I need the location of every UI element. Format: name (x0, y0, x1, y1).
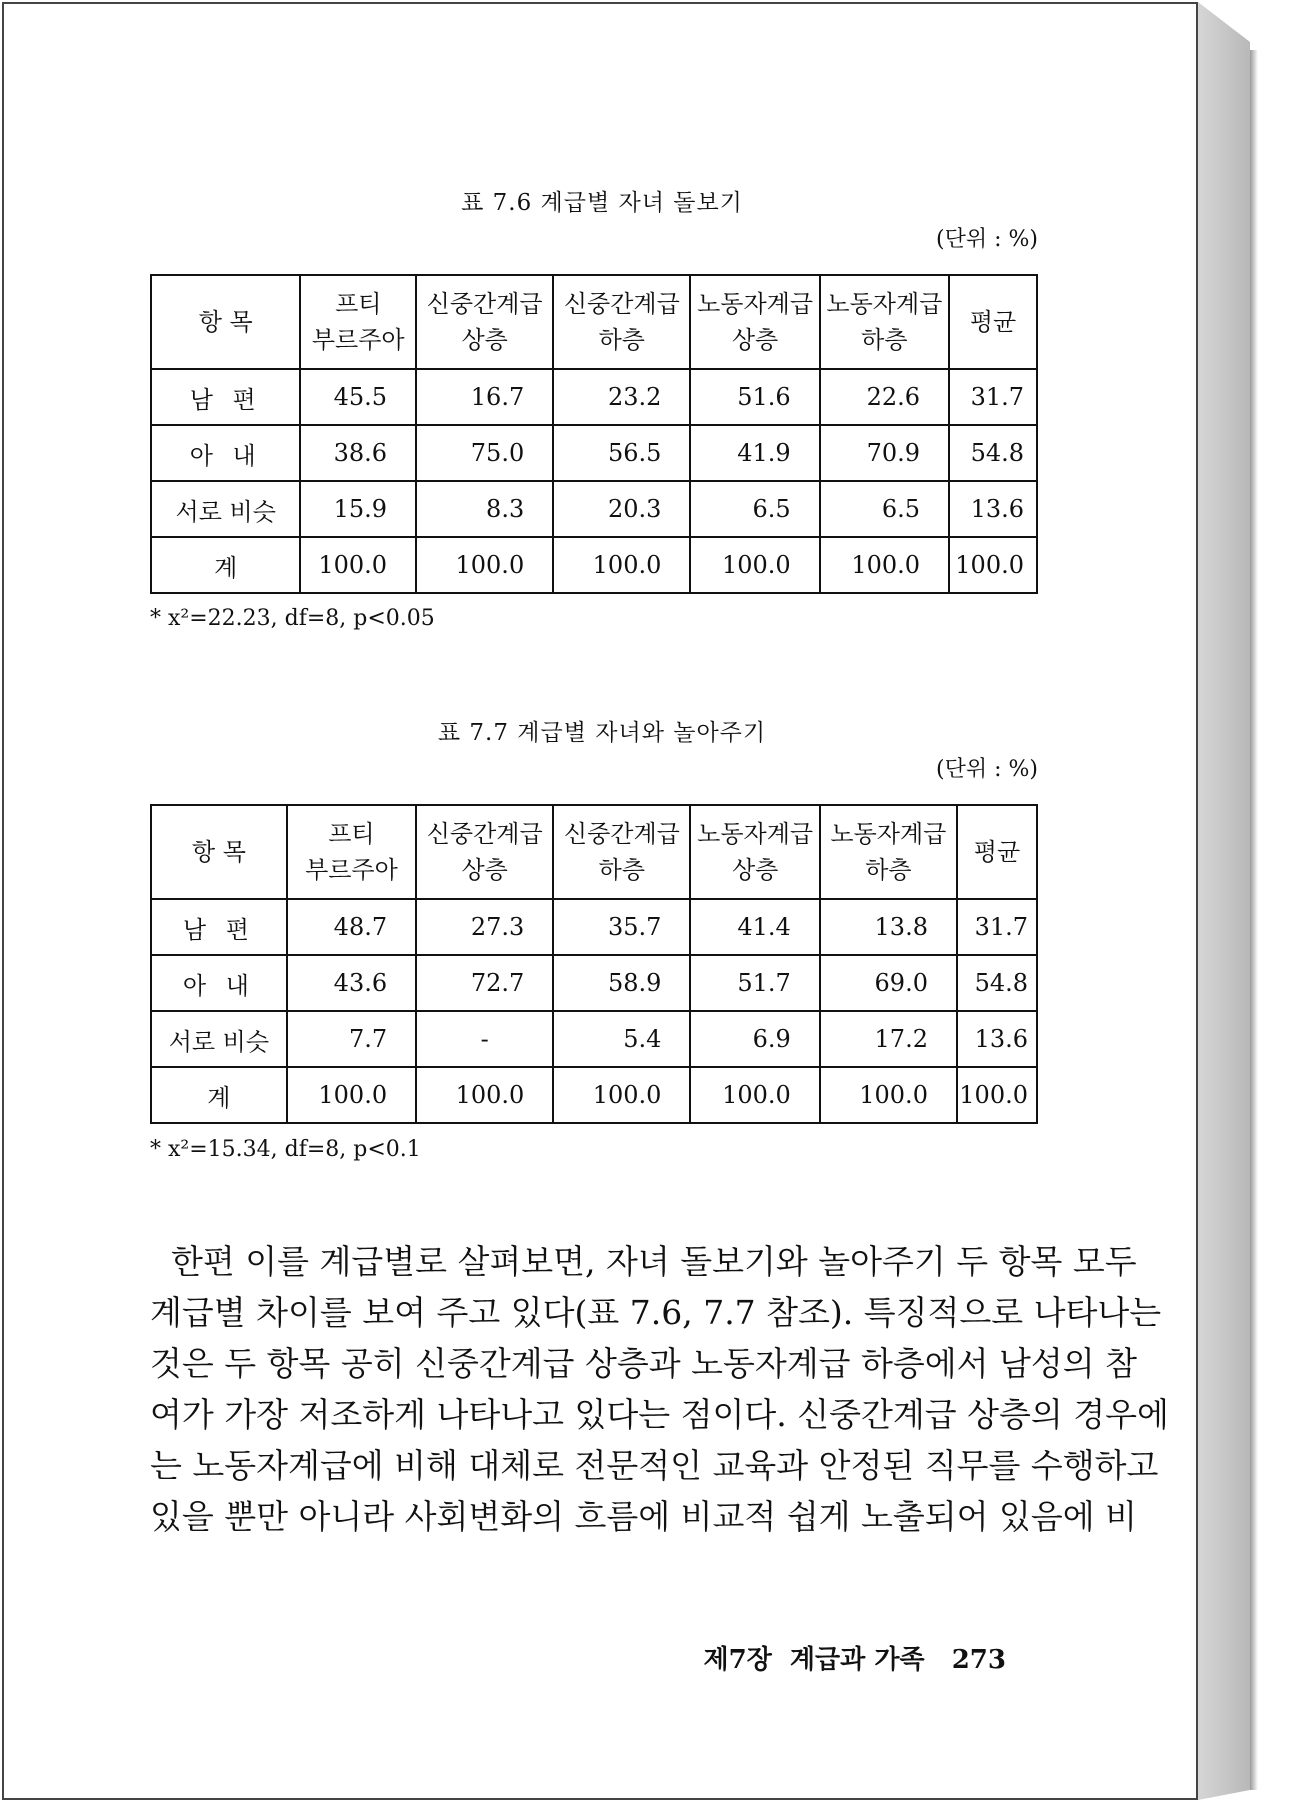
paragraph-line: 있을 뿐만 아니라 사회변화의 흐름에 비교적 쉽게 노출되어 있음에 비 (150, 1497, 1137, 1536)
table-cell: 100.0 (416, 537, 553, 593)
table1-header-newmid-lower: 신중간계급 하층 (553, 275, 690, 369)
table-cell: - (416, 1011, 553, 1067)
table1-caption: 표 7.6 계급별 자녀 돌보기 (461, 190, 743, 216)
table-row (151, 425, 1037, 481)
table1-header-row (151, 275, 1037, 369)
table-cell: 5.4 (553, 1011, 690, 1067)
table-cell: 72.7 (416, 955, 553, 1011)
table-row (151, 899, 1037, 955)
paragraph-line: 한편 이를 계급별로 살펴보면, 자녀 돌보기와 놀아주기 두 항목 모두 (150, 1242, 1137, 1281)
table-cell: 17.2 (820, 1011, 957, 1067)
book-page (2, 2, 1198, 1800)
table-cell: 20.3 (553, 481, 690, 537)
table-cell: 7.7 (287, 1011, 416, 1067)
table-row (151, 1067, 1037, 1123)
table-cell: 6.9 (690, 1011, 819, 1067)
row-label: 서로 비슷 (151, 1011, 287, 1067)
body-paragraph (150, 1236, 1169, 1542)
table-cell: 56.5 (553, 425, 690, 481)
table1-unit: (단위 : %) (936, 227, 1038, 252)
table2-header-row (151, 805, 1037, 899)
table-cell: 45.5 (300, 369, 416, 425)
table1-header-petty: 프티 부르주아 (300, 275, 416, 369)
table-cell: 38.6 (300, 425, 416, 481)
table-cell: 22.6 (820, 369, 949, 425)
table-cell: 100.0 (690, 537, 819, 593)
table-cell: 13.6 (957, 1011, 1037, 1067)
table-cell: 100.0 (553, 537, 690, 593)
row-label: 계 (151, 537, 300, 593)
table-cell: 43.6 (287, 955, 416, 1011)
table1-header-newmid-upper: 신중간계급 상층 (416, 275, 553, 369)
table2-unit: (단위 : %) (936, 757, 1038, 782)
paragraph-line: 것은 두 항목 공히 신중간계급 상층과 노동자계급 하층에서 남성의 참 (150, 1344, 1137, 1383)
table-cell: 100.0 (553, 1067, 690, 1123)
table-cell: 100.0 (957, 1067, 1037, 1123)
table-cell: 70.9 (820, 425, 949, 481)
table-cell: 100.0 (820, 537, 949, 593)
paragraph-line: 는 노동자계급에 비해 대체로 전문적인 교육과 안정된 직무를 수행하고 (150, 1446, 1159, 1485)
table-cell: 100.0 (416, 1067, 553, 1123)
table2-header-newmid-lower: 신중간계급 하층 (553, 805, 690, 899)
table2-header-item: 항 목 (151, 805, 287, 899)
table-cell: 100.0 (690, 1067, 819, 1123)
table-cell: 13.6 (949, 481, 1037, 537)
paragraph-line: 계급별 차이를 보여 주고 있다(표 7.6, 7.7 참조). 특징적으로 나타나는 (150, 1293, 1162, 1332)
table-cell: 58.9 (553, 955, 690, 1011)
table-cell: 51.6 (690, 369, 819, 425)
book-edge (1198, 2, 1250, 1800)
book-edge-shadow (1250, 50, 1258, 1790)
table-cell: 100.0 (300, 537, 416, 593)
row-label: 남 편 (151, 369, 300, 425)
table2-header-newmid-upper: 신중간계급 상층 (416, 805, 553, 899)
table-cell: 100.0 (949, 537, 1037, 593)
table-cell: 6.5 (820, 481, 949, 537)
table-cell: 51.7 (690, 955, 819, 1011)
table-row (151, 537, 1037, 593)
paragraph-line: 여가 가장 저조하게 나타나고 있다는 점이다. 신중간계급 상층의 경우에 (150, 1395, 1169, 1434)
table-row (151, 481, 1037, 537)
table2-note: * x²=15.34, df=8, p<0.1 (150, 1137, 421, 1162)
table2-header-average: 평균 (957, 805, 1037, 899)
row-label: 아 내 (151, 955, 287, 1011)
table-cell: 41.4 (690, 899, 819, 955)
row-label: 계 (151, 1067, 287, 1123)
table2-header-worker-lower: 노동자계급 하층 (820, 805, 957, 899)
table1-header-item: 항 목 (151, 275, 300, 369)
table1-header-average: 평균 (949, 275, 1037, 369)
table-cell: 8.3 (416, 481, 553, 537)
table2-caption: 표 7.7 계급별 자녀와 놀아주기 (437, 720, 767, 746)
table-cell: 48.7 (287, 899, 416, 955)
table-row (151, 1011, 1037, 1067)
table-cell: 100.0 (820, 1067, 957, 1123)
table1-header-worker-upper: 노동자계급 상층 (690, 275, 819, 369)
table-cell: 15.9 (300, 481, 416, 537)
row-label: 남 편 (151, 899, 287, 955)
table-cell: 35.7 (553, 899, 690, 955)
table-cell: 75.0 (416, 425, 553, 481)
table-cell: 16.7 (416, 369, 553, 425)
table-row (151, 369, 1037, 425)
table-cell: 6.5 (690, 481, 819, 537)
row-label: 아 내 (151, 425, 300, 481)
table1-note: * x²=22.23, df=8, p<0.05 (150, 606, 435, 631)
table1 (150, 274, 1038, 594)
table-cell: 31.7 (949, 369, 1037, 425)
table-cell: 13.8 (820, 899, 957, 955)
table-cell: 41.9 (690, 425, 819, 481)
row-label: 서로 비슷 (151, 481, 300, 537)
table2-header-petty: 프티 부르주아 (287, 805, 416, 899)
table2-header-worker-upper: 노동자계급 상층 (690, 805, 819, 899)
page-footer: 제7장 계급과 가족 273 (703, 1645, 1006, 1675)
table-cell: 69.0 (820, 955, 957, 1011)
table-cell: 54.8 (949, 425, 1037, 481)
table-cell: 100.0 (287, 1067, 416, 1123)
table-row (151, 955, 1037, 1011)
table1-header-worker-lower: 노동자계급 하층 (820, 275, 949, 369)
table-cell: 23.2 (553, 369, 690, 425)
table-cell: 27.3 (416, 899, 553, 955)
table-cell: 31.7 (957, 899, 1037, 955)
table2 (150, 804, 1038, 1124)
table-cell: 54.8 (957, 955, 1037, 1011)
